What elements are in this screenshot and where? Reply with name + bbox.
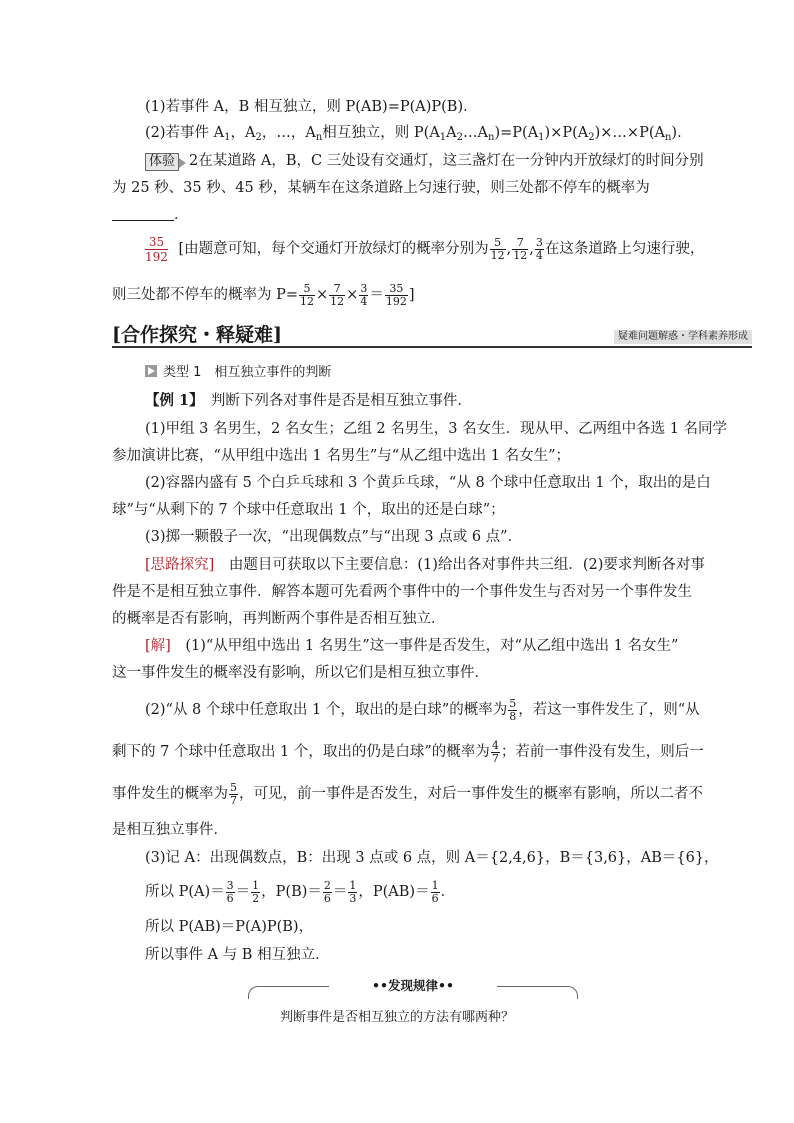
solution-line-7: (3)记 A：出现偶数点，B：出现 3 点或 6 点，则 A＝{2,4,6}，B＝{3,6}，AB＝{6}， <box>145 850 719 866</box>
solution-line-3: (2)“从 8 个球中任意取出 1 个，取出的是白球”的概率为 $\frac{5}{8}$ ，若这一事件发生了，则“从 <box>145 696 700 723</box>
answer-blank <box>112 206 174 221</box>
solution-line-1: [解] (1)“从甲组中选出 1 名男生”这一事件是否发生，对“从乙组中选出 1 名女生” <box>145 638 679 654</box>
solution-line-5: 事件发生的概率为 $\frac{5}{7}$ ，可见，前一事件是否发生，对后一事件发生的概率有影响，所以二者不 <box>112 780 703 807</box>
property-1: (1)若事件 A，B 相互独立，则 P(AB)=P(A)P(B)． <box>145 99 478 115</box>
exercise-line-2: 为 25 秒、35 秒、45 秒，某辆车在这条道路上匀速行驶，则三处都不停车的概率为 <box>112 180 650 196</box>
rule-title: ••发现规律•• <box>366 978 460 993</box>
section-tag: 疑难问题解惑・学科素养形成 <box>614 330 752 344</box>
section-rule <box>112 346 752 348</box>
section-header <box>112 324 752 348</box>
example-part-1b: 参加演讲比赛，“从甲组中选出 1 名男生”与“从乙组中选出 1 名女生”； <box>112 448 571 464</box>
think-label: [思路探究] <box>145 557 215 573</box>
example-question: 【例 1】 判断下列各对事件是否是相互独立事件． <box>145 392 472 409</box>
example-part-2a: (2)容器内盛有 5 个白乒乓球和 3 个黄乒乓球，“从 8 个球中任意取出 1 个，取出的是白 <box>145 475 711 491</box>
solution-line-4: 剩下的 7 个球中任意取出 1 个，取出的仍是白球”的概率为 $\frac{4}{7}$ ；若前一事件没有发生，则后一 <box>112 738 704 765</box>
section-title: [合作探究・释疑难] <box>112 324 282 346</box>
rule-banner <box>248 978 578 1000</box>
property-2: (2)若事件 $A_1$，$A_2$，…，$A_n$相互独立，则 $P(A_1A_2\dots A_n)=P(A_1)\times P(A_2)\times\dots\times P(A_n)$． <box>145 125 692 143</box>
exercise-line-3: ． <box>112 205 189 225</box>
solution-line-10: 所以事件 A 与 B 相互独立． <box>145 947 330 963</box>
solution-line-9: 所以 P(AB)＝P(A)P(B)， <box>145 919 314 935</box>
exercise-solution-1: $\frac{35}{192}$ [由题意可知，每个交通灯开放绿灯的概率分别为 $\frac{5}{12}$ , $\frac{7}{12}$ , $\frac{3}{4}$ 在这条道路上匀速行驶， <box>145 234 705 264</box>
example-part-3: (3)掷一颗骰子一次，“出现偶数点”与“出现 3 点或 6 点”． <box>145 529 523 545</box>
think-line-2: 件是不是相互独立事件．解答本题可先看两个事件中的一个事件发生与否对另一个事件发生 <box>112 584 692 600</box>
solution-line-8: 所以 P(A)＝ $\frac{3}{6}$ ＝ $\frac{1}{2}$ ，P(B)＝ $\frac{2}{6}$ ＝ $\frac{1}{3}$ ，P(AB)＝ $\frac{1}{6}$ ． <box>145 878 456 905</box>
answer-fraction: $\frac{35}{192}$ <box>145 234 168 264</box>
rule-question: 判断事件是否相互独立的方法有哪两种？ <box>279 1010 514 1025</box>
example-part-2b: 球”与“从剩下的 7 个球中任意取出 1 个，取出的还是白球”； <box>112 502 505 518</box>
play-icon <box>145 365 157 377</box>
solution-label: [解] <box>145 638 171 654</box>
solution-line-2: 这一事件发生的概率没有影响，所以它们是相互独立事件． <box>112 665 489 681</box>
exercise-solution-2: 则三处都不停车的概率为 P= $\frac{5}{12}$ × $\frac{7}{12}$ × $\frac{3}{4}$ ＝ $\frac{35}{192}$ ] <box>112 281 415 308</box>
exercise-line-1: 体验 2在某道路 A，B，C 三处设有交通灯，这三盏灯在一分钟内开放绿灯的时间分别 <box>145 151 704 171</box>
example-part-1a: (1)甲组 3 名男生，2 名女生；乙组 2 名男生，3 名女生．现从甲、乙两组中各选 1 名同学 <box>145 421 728 437</box>
solution-line-6: 是相互独立事件． <box>112 822 228 838</box>
think-line-1: [思路探究] 由题目可获取以下主要信息：(1)给出各对事件共三组．(2)要求判断各对事 <box>145 557 705 573</box>
exercise-tag: 体验 <box>145 153 179 171</box>
think-line-3: 的概率是否有影响，再判断两个事件是否相互独立． <box>112 611 446 627</box>
type-heading: 类型 1 相互独立事件的判断 <box>145 364 331 382</box>
